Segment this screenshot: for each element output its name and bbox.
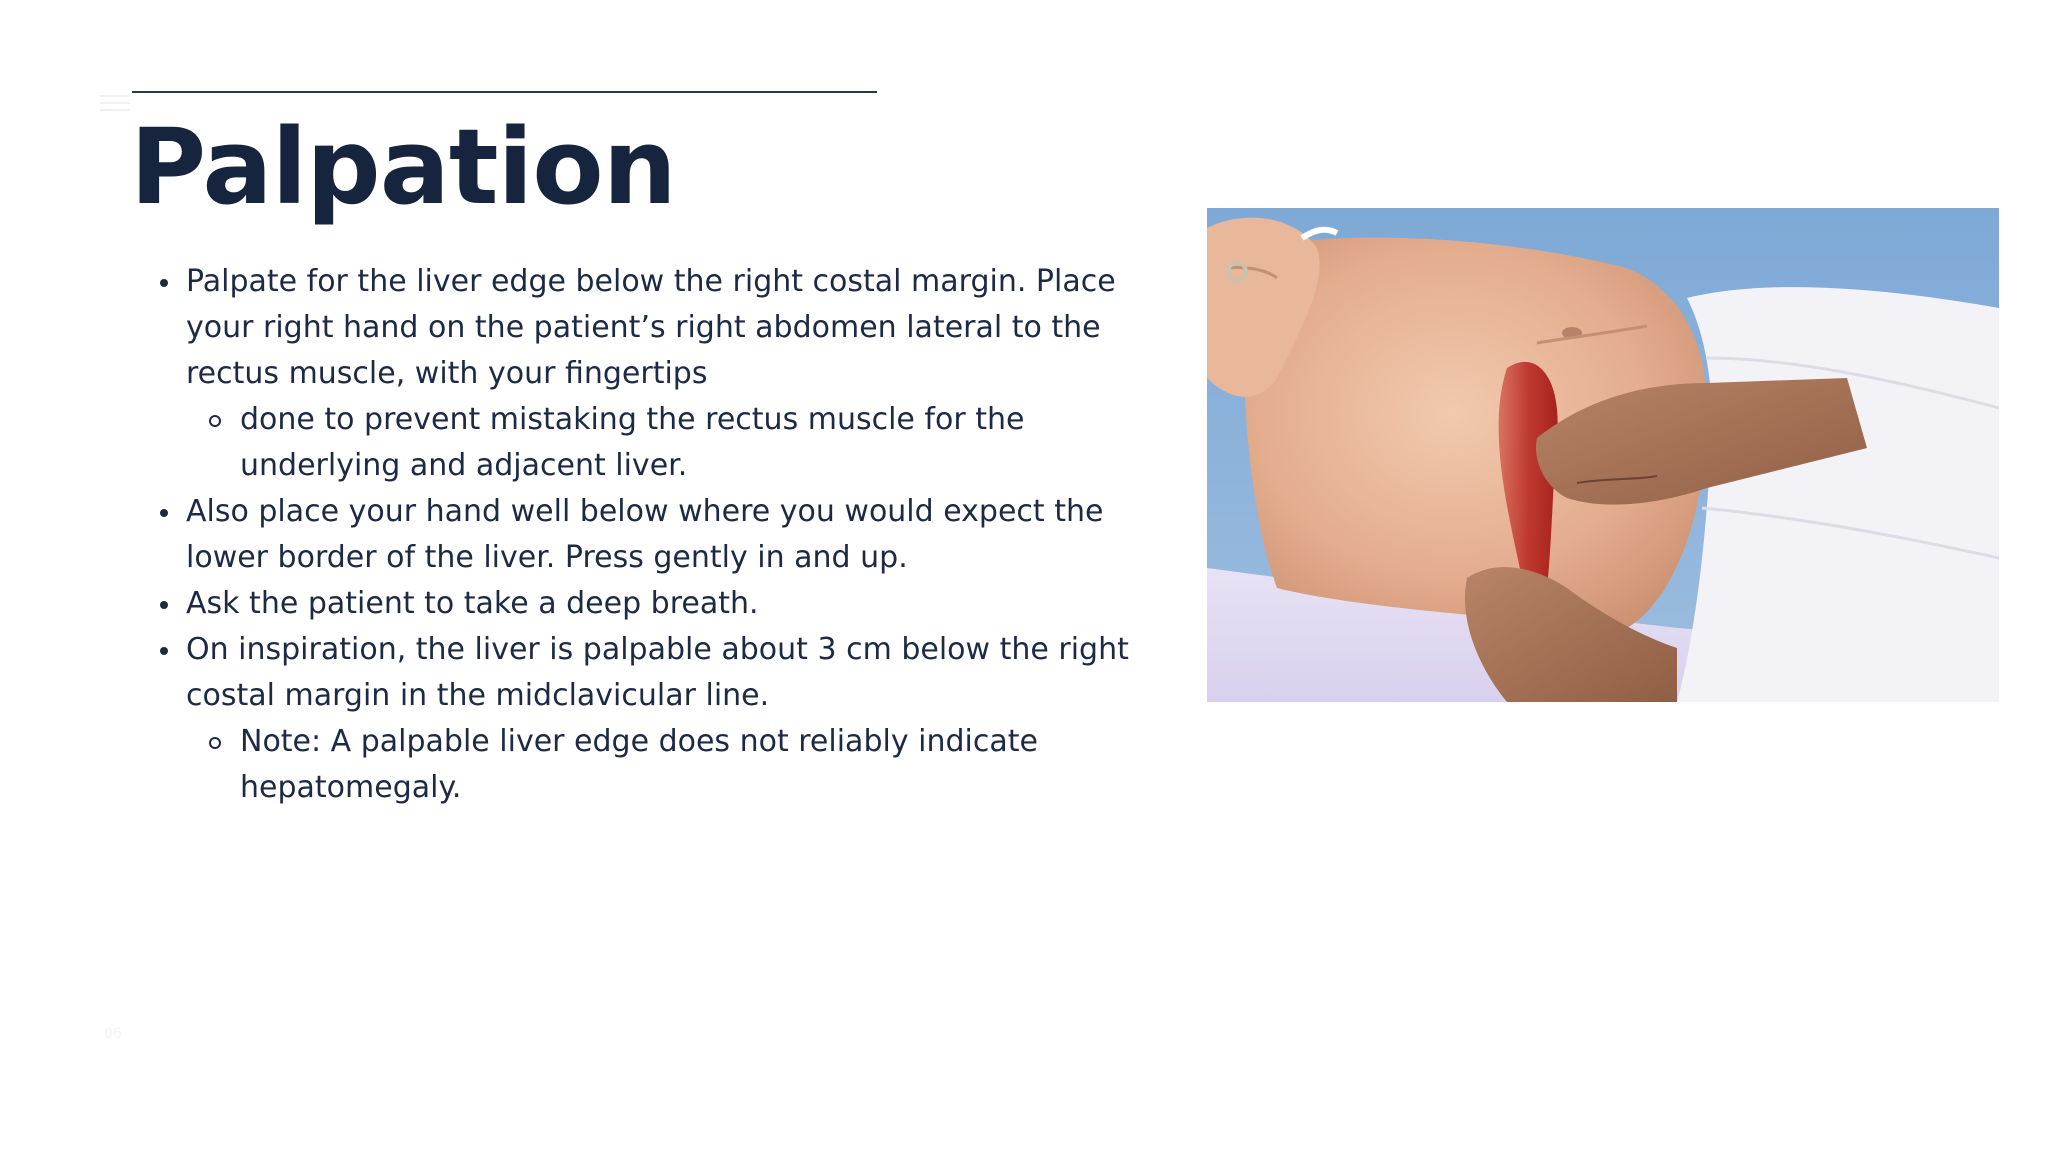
liver-palpation-photo bbox=[1207, 208, 1999, 702]
bullet-text: Ask the patient to take a deep breath. bbox=[186, 586, 759, 621]
sub-bullet-item bbox=[186, 397, 1130, 489]
bullet-text: Palpate for the liver edge below the right costal margin. Place your right hand on the patient’s right abdomen lateral to the rectus muscle, with your fingertips bbox=[186, 264, 1116, 391]
sub-bullet-list bbox=[186, 719, 1130, 811]
page-number: 06 bbox=[104, 1026, 122, 1042]
sub-bullet-text: done to prevent mistaking the rectus muscle for the underlying and adjacent liver. bbox=[240, 402, 1025, 483]
hamburger-menu-icon[interactable] bbox=[100, 95, 130, 115]
bullet-list bbox=[150, 259, 1130, 811]
bullet-text: Also place your hand well below where you would expect the lower border of the liver. Press gently in and up. bbox=[186, 494, 1104, 575]
bullet-item bbox=[150, 627, 1130, 811]
sub-bullet-list bbox=[186, 397, 1130, 489]
sub-bullet-text: Note: A palpable liver edge does not reliably indicate hepatomegaly. bbox=[240, 724, 1038, 805]
bullet-item bbox=[150, 489, 1130, 581]
bullet-item bbox=[150, 581, 1130, 627]
title-rule bbox=[132, 91, 877, 93]
bullet-content bbox=[150, 259, 1130, 811]
sub-bullet-item bbox=[186, 719, 1130, 811]
bullet-text: On inspiration, the liver is palpable about 3 cm below the right costal margin in the midclavicular line. bbox=[186, 632, 1129, 713]
bullet-item bbox=[150, 259, 1130, 489]
slide-title: Palpation bbox=[130, 106, 676, 228]
